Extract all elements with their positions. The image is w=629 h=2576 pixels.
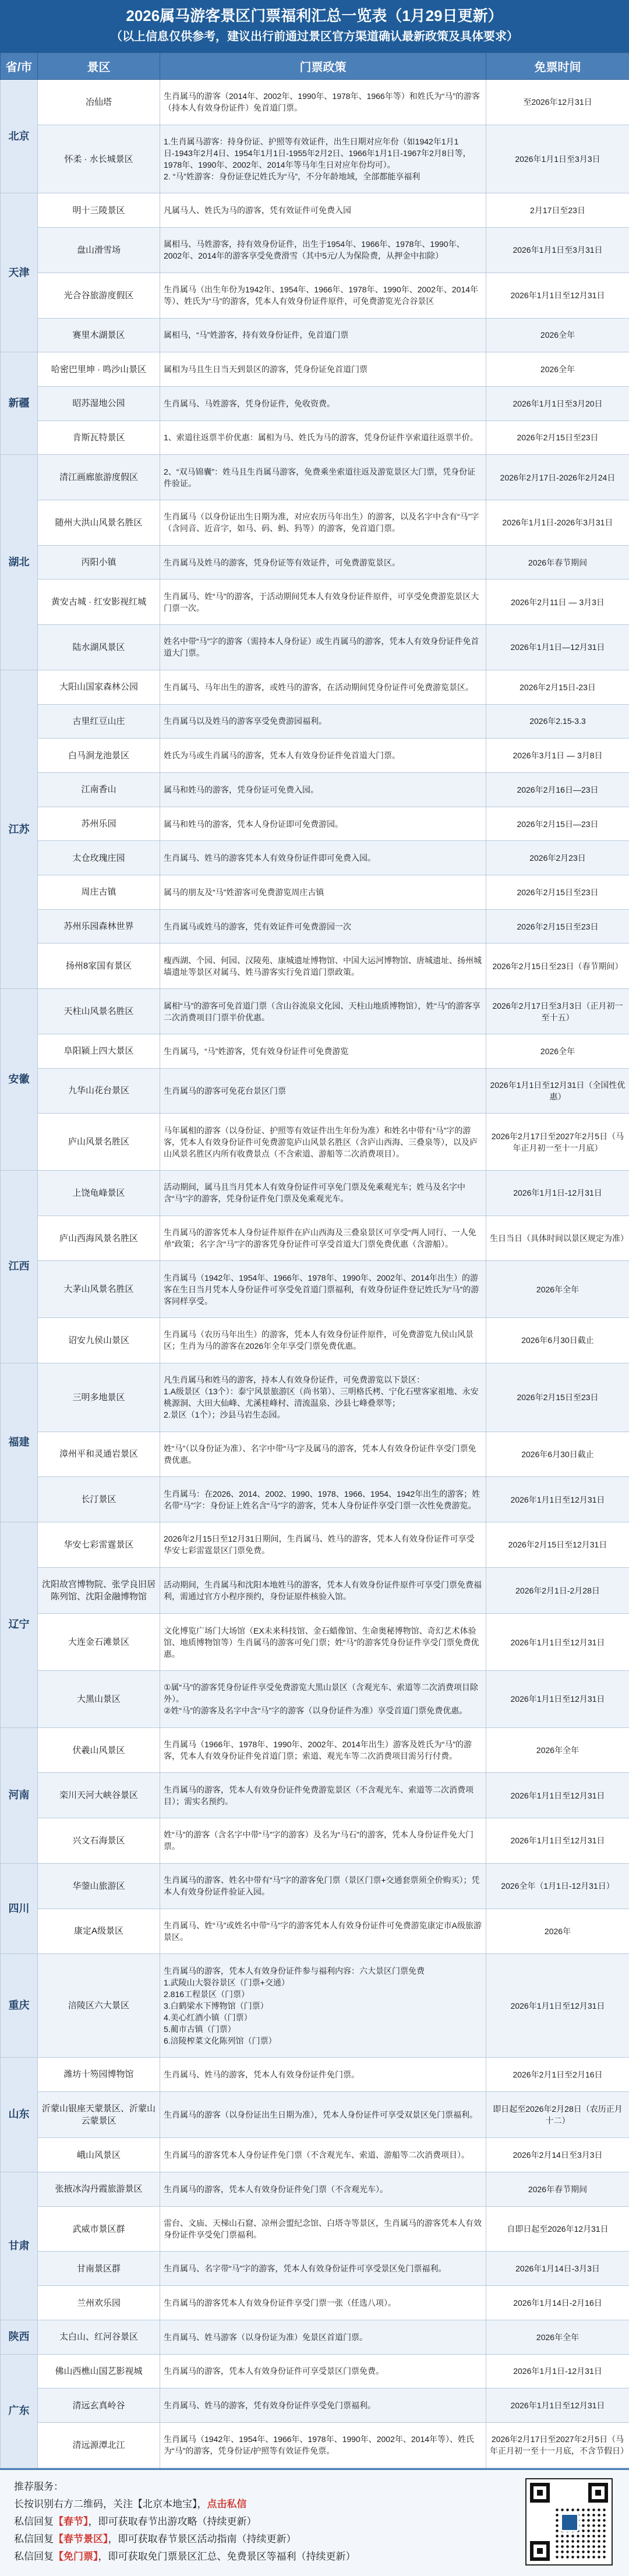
province-cell: 辽宁: [1, 1522, 38, 1727]
ticket-policy-cell: 属马和姓马的游客，凭身份证可免费入园。: [160, 772, 486, 807]
ticket-policy-cell: 生肖属马的游客，凭本人有效身份证件可享受景区门票免费。: [160, 2354, 486, 2388]
ticket-policy-cell: 生肖属马的游客凭本人身份证件免门票（不含观光车、索道、游船等二次消费项目）。: [160, 2138, 486, 2172]
province-cell: 安徽: [1, 989, 38, 1171]
footer-text-span: ，即可获取免门票景区汇总、免费景区等福利（持续更新）: [98, 2551, 356, 2562]
ticket-policy-cell: 生肖属马（1942年、1954年、1966年、1978年、1990年、2002年、2014年出生）的游客在生日当月凭本人身份证件可享受免首道门票福利，有效身份证件登记姓氏为“马”的游客同样享受。: [160, 1261, 486, 1318]
table-row: [1, 1773, 629, 1818]
scenic-name-cell: 大阳山国家森林公园: [38, 670, 160, 704]
scenic-name-cell: 沂蒙山银座天蒙景区、沂蒙山云蒙景区: [38, 2091, 160, 2138]
table-row: [1, 228, 629, 273]
ticket-policy-cell: ①属“马”的游客凭身份证件享受免费游览大黑山景区（含观光车、索道等二次消费项目除外）。 ②姓“马”的游客及名字中含“马”字的游客（以身份证件为准）享受首道门票免费优惠。: [160, 1671, 486, 1728]
province-cell: 河南: [1, 1727, 38, 1863]
ticket-policy-cell: 瘦西湖、个园、何园、汉陵苑、康城遗址博物馆、中国大运河博物馆、唐城遗址、扬州城墙遗址等景区对属马、姓马游客实行免首道门票政策。: [160, 944, 486, 989]
footer-text-span: ，即可获取春节出游攻略（持续更新）: [88, 2516, 257, 2527]
free-time-cell: 自即日起至2026年12月31日: [486, 2206, 629, 2252]
footer-line: [14, 2531, 492, 2548]
qr-finder-mark: [530, 2541, 550, 2561]
scenic-fee-table: [0, 52, 629, 2468]
province-cell: 四川: [1, 1863, 38, 1953]
table-row: [1, 2252, 629, 2286]
ticket-policy-cell: 2、“双马锦囊”：姓马且生肖属马游客，免费乘坐索道往返及游览景区大门票，凭身份证件验证。: [160, 455, 486, 500]
scenic-name-cell: 峨山风景区: [38, 2138, 160, 2172]
ticket-policy-cell: 凡生肖属马和姓马的游客，持本人有效身份证件，可免费游览以下景区： 1.A级景区（13个）：泰宁风景旅游区（尚书第）、三明格氏栲、宁化石壁客家祖地、永安桃源洞、大田大仙峰、尤溪桂峰村、清流温泉、沙县七峰叠翠等； 2.景区（1个）；沙县马岩生态园。: [160, 1363, 486, 1432]
free-time-cell: 2026年1月1日至12月31日: [486, 1614, 629, 1671]
table-row: [1, 1671, 629, 1728]
free-time-cell: 2026年1月1日-12月31日: [486, 1170, 629, 1215]
table-row: [1, 2138, 629, 2172]
table-row: [1, 1954, 629, 2058]
ticket-policy-cell: 生肖属马以及姓马的游客享受免费游园福利。: [160, 704, 486, 738]
province-cell: 天津: [1, 193, 38, 352]
column-header-province: 省/市: [1, 53, 38, 80]
scenic-name-cell: 漳州平和灵通岩景区: [38, 1432, 160, 1477]
table-row: [1, 455, 629, 500]
table-row: [1, 2057, 629, 2091]
free-time-cell: 2026年1月1日至12月31日: [486, 1773, 629, 1818]
table-row: [1, 545, 629, 579]
free-time-cell: 2026年2月15日至23日: [486, 875, 629, 910]
scenic-name-cell: 华蓥山旅游区: [38, 1863, 160, 1909]
free-time-cell: 2026年1月1日-12月31日: [486, 2354, 629, 2388]
free-time-cell: 2026年2月16日—23日: [486, 772, 629, 807]
scenic-name-cell: 伏羲山风景区: [38, 1727, 160, 1773]
scenic-name-cell: 太白山、红河谷景区: [38, 2320, 160, 2354]
table-row: [1, 670, 629, 704]
ticket-policy-cell: 生肖属马及姓马的游客，凭身份证等有效证件，可免费游览景区。: [160, 545, 486, 579]
scenic-name-cell: 涪陵区六大景区: [38, 1954, 160, 2058]
free-time-cell: 2026年1月1日至3月31日: [486, 228, 629, 273]
ticket-policy-cell: 生肖属马、马年出生的游客，或姓马的游客，在活动期间凭身份证件可免费游览景区。: [160, 670, 486, 704]
free-time-cell: 即日起至2026年2月28日（农历正月十二）: [486, 2091, 629, 2138]
province-cell: 北京: [1, 80, 38, 193]
scenic-name-cell: 庐山西海风景名胜区: [38, 1215, 160, 1261]
scenic-name-cell: 清江画廊旅游度假区: [38, 455, 160, 500]
scenic-name-cell: 上饶龟峰景区: [38, 1170, 160, 1215]
ticket-policy-cell: 生肖属马的游客、姓名中带有“马”字的游客免门票（景区门票+交通套票须全价购买）；凭本人有效身份证件验证入园。: [160, 1863, 486, 1909]
table-row: [1, 2286, 629, 2320]
scenic-name-cell: 大黑山景区: [38, 1671, 160, 1728]
ticket-policy-cell: 生肖属马：在2026、2014、2002、1990、1978、1966、1954、1942年出生的游客；姓名带“马”字：身份证上姓名含“马”字的游客，凭本人身份证件享受门票一次性免费游览。: [160, 1477, 486, 1522]
scenic-name-cell: 哈密巴里坤 · 鸣沙山景区: [38, 352, 160, 387]
free-time-cell: 2026年1月1日至12月31日: [486, 1477, 629, 1522]
free-time-cell: 2026年1月1日至12月31日: [486, 273, 629, 318]
scenic-name-cell: 随州大洪山风景名胜区: [38, 500, 160, 546]
table-row: [1, 1114, 629, 1171]
footer-text-span: 私信回复: [14, 2516, 54, 2527]
free-time-cell: 2026年1月1日至12月31日: [486, 1671, 629, 1728]
table-row: [1, 193, 629, 228]
free-time-cell: 2026年6月30日截止: [486, 1432, 629, 1477]
scenic-name-cell: 兰州欢乐园: [38, 2286, 160, 2320]
free-time-cell: 2026年全年: [486, 1261, 629, 1318]
table-row: [1, 1909, 629, 1954]
province-cell: 甘肃: [1, 2172, 38, 2320]
page-header: [0, 0, 629, 52]
footer-line: [14, 2478, 492, 2496]
ticket-policy-cell: 生肖属马（以身份证出生日期为准，对应农历马年出生）的游客，以及名字中含有“马”字（含同音、近音字，如马、码、蚂、犸等）的游客，免首道门票。: [160, 500, 486, 546]
column-header-scenic: 景区: [38, 53, 160, 80]
free-time-cell: 2026年春节期间: [486, 2172, 629, 2207]
province-cell: 新疆: [1, 352, 38, 455]
table-row: [1, 500, 629, 546]
keyword-mianmenpiao: 【免门票】: [54, 2551, 98, 2562]
table-row: [1, 1863, 629, 1909]
qr-code-icon[interactable]: [525, 2478, 613, 2566]
table-row: [1, 1567, 629, 1614]
scenic-name-cell: 周庄古镇: [38, 875, 160, 910]
table-row: [1, 1170, 629, 1215]
scenic-name-cell: 赛里木湖景区: [38, 318, 160, 352]
scenic-name-cell: 丙阳小镇: [38, 545, 160, 579]
ticket-policy-cell: 生肖属马的游客，凭本人有效身份证件免费游览景区（不含观光车、索道等二次消费项目）；需实名预约。: [160, 1773, 486, 1818]
table-row: [1, 841, 629, 875]
ticket-policy-cell: 生肖属马的游客凭本人有效身份证件享受门票一张（任选八项）。: [160, 2286, 486, 2320]
free-time-cell: 2026年2月23日: [486, 841, 629, 875]
qr-logo-icon: [560, 2513, 579, 2532]
footer-line: [14, 2548, 492, 2566]
column-header-policy: 门票政策: [160, 53, 486, 80]
table-row: [1, 625, 629, 670]
ticket-policy-cell: 生肖属马的游客可免花台景区门票: [160, 1068, 486, 1114]
ticket-policy-cell: 生肖属马（出生年份为1942年、1954年、1966年、1978年、1990年、2002年、2014年等）、姓氏为“马”的游客，凭本人有效身份证件原件，可免费游览光合谷景区: [160, 273, 486, 318]
scenic-name-cell: 明十三陵景区: [38, 193, 160, 228]
province-cell: 江苏: [1, 670, 38, 988]
ticket-policy-cell: 凡属马人、姓氏为马的游客，凭有效证件可免费入园: [160, 193, 486, 228]
scenic-name-cell: 长汀景区: [38, 1477, 160, 1522]
footer-text-span: 长按识别右方二维码，关注【北京本地宝】，: [14, 2499, 207, 2510]
page-title: 2026属马游客景区门票福利汇总一览表（1月29日更新）: [126, 7, 503, 24]
ticket-policy-cell: 生肖属马、姓“马”或姓名中带“马”字的游客凭本人有效身份证件可免费游览康定市A级旅游景区。: [160, 1909, 486, 1954]
table-row: [1, 2354, 629, 2388]
footer-heading: 推荐服务：: [14, 2481, 63, 2492]
ticket-policy-cell: 属相为马且生日当天到景区的游客，凭身份证免首道门票: [160, 352, 486, 387]
ticket-policy-cell: 属相马、马姓游客，持有效身份证件，出生于1954年、1966年、1978年、1990年、2002年、2014年的游客享受免费滑雪（其中5元/人为保险费，从押金中扣除）: [160, 228, 486, 273]
keyword-chunjie: 【春节】: [54, 2516, 89, 2527]
table-row: [1, 2206, 629, 2252]
free-time-cell: 2026全年: [486, 1034, 629, 1068]
province-cell: 福建: [1, 1363, 38, 1522]
free-time-cell: 2026年2月15日至23日: [486, 1363, 629, 1432]
free-time-cell: 2026年1月1日-2026年3月31日: [486, 500, 629, 546]
scenic-name-cell: 怀柔 · 水长城景区: [38, 125, 160, 193]
scenic-name-cell: 栾川天河大峡谷景区: [38, 1773, 160, 1818]
free-time-cell: 2026年1月1日至12月31日: [486, 2388, 629, 2423]
free-time-cell: 2026年2月15日-23日: [486, 670, 629, 704]
table-row: [1, 273, 629, 318]
table-row: [1, 2172, 629, 2207]
scenic-name-cell: 白马涧龙池景区: [38, 738, 160, 773]
free-time-cell: 2026年2月11日 — 3月3日: [486, 579, 629, 625]
free-time-cell: 2026年全年: [486, 1727, 629, 1773]
table-row: [1, 1261, 629, 1318]
table-row: [1, 909, 629, 944]
ticket-policy-cell: 属马的朋友及“马”姓游客可免费游览周庄古镇: [160, 875, 486, 910]
ticket-policy-cell: 生肖属马、姓马的游客，凭有效身份证件享受免门票福利。: [160, 2388, 486, 2423]
free-time-cell: 2026年3月1日 — 3月8日: [486, 738, 629, 773]
scenic-name-cell: 冶仙塔: [38, 80, 160, 125]
ticket-policy-cell: 生肖属马、姓“马”的游客，于活动期间凭本人有效身份证件原件，可享受免费游览景区大门票一次。: [160, 579, 486, 625]
free-time-cell: 2026年1月1日—12月31日: [486, 625, 629, 670]
table-row: [1, 989, 629, 1034]
scenic-name-cell: 九华山花台景区: [38, 1068, 160, 1114]
ticket-policy-cell: 姓“马”的游客（含名字中带“马”字的游客）及名为“马石”的游客，凭本人身份证件免大门票。: [160, 1818, 486, 1864]
table-row: [1, 1522, 629, 1567]
free-time-cell: 2026年2月17日-2026年2月24日: [486, 455, 629, 500]
scenic-name-cell: 甘南景区群: [38, 2252, 160, 2286]
ticket-policy-cell: 生肖属马的游客，凭本人有效身份证件免门票（不含观光车）。: [160, 2172, 486, 2207]
footer-text-span: 私信回复: [14, 2551, 54, 2562]
scenic-name-cell: 大茅山风景名胜区: [38, 1261, 160, 1318]
scenic-name-cell: 古里红豆山庄: [38, 704, 160, 738]
province-cell: 江西: [1, 1170, 38, 1363]
scenic-name-cell: 诏安九侯山景区: [38, 1318, 160, 1363]
ticket-policy-cell: 2026年2月15日至12月31日期间，生肖属马、姓马的游客，凭本人有效身份证件可享受华安七彩雷霆景区门票免费。: [160, 1522, 486, 1567]
ticket-policy-cell: 属马和姓马的游客，凭本人身份证即可免费游园。: [160, 807, 486, 841]
free-time-cell: 2026年: [486, 1909, 629, 1954]
ticket-policy-cell: 姓“马”（以身份证为准）、名字中带“马”字及属马的游客，凭本人有效身份证件享受门票免费优惠。: [160, 1432, 486, 1477]
free-time-cell: 生日当日（具体时间以景区规定为准）: [486, 1215, 629, 1261]
ticket-policy-cell: 姓氏为马或生肖属马的游客，凭本人有效身份证件免首道大门票。: [160, 738, 486, 773]
free-time-cell: 2026年2月17日至2027年2月5日（马年正月初一至十一月底）: [486, 1114, 629, 1171]
scenic-name-cell: 清远玄真岭谷: [38, 2388, 160, 2423]
scenic-name-cell: 肯斯瓦特景区: [38, 421, 160, 455]
province-cell: 广东: [1, 2354, 38, 2468]
table-row: [1, 807, 629, 841]
ticket-policy-cell: 生肖属马、马姓游客，凭身份证件，免收资费。: [160, 386, 486, 421]
table-row: [1, 2422, 629, 2468]
footer-line: [14, 2496, 492, 2513]
table-row: [1, 386, 629, 421]
free-time-cell: 2026年6月30日截止: [486, 1318, 629, 1363]
scenic-name-cell: 太仓玫瑰庄园: [38, 841, 160, 875]
table-row: [1, 318, 629, 352]
scenic-name-cell: 武威市景区群: [38, 2206, 160, 2252]
table-row: [1, 421, 629, 455]
ticket-policy-cell: 生肖属马、姓马的游客，凭本人有效身份证件免门票。: [160, 2057, 486, 2091]
free-time-cell: 2026年1月14日-3月3日: [486, 2252, 629, 2286]
table-row: [1, 772, 629, 807]
scenic-name-cell: 清远源潭北江: [38, 2422, 160, 2468]
scenic-name-cell: 黄安古城 · 红安影视红城: [38, 579, 160, 625]
province-cell: 陕西: [1, 2320, 38, 2354]
table-row: [1, 579, 629, 625]
free-time-cell: 2026年2月14日至3月3日: [486, 2138, 629, 2172]
table-row: [1, 704, 629, 738]
keyword-chunjie-jingqu: 【春节景区】: [54, 2533, 108, 2545]
table-row: [1, 1363, 629, 1432]
free-time-cell: 2026年2月15日至23日: [486, 421, 629, 455]
scenic-name-cell: 天柱山风景名胜区: [38, 989, 160, 1034]
province-cell: 湖北: [1, 455, 38, 670]
private-message-link[interactable]: 点击私信: [207, 2499, 247, 2510]
free-time-cell: 2026全年（1月1日-12月31日）: [486, 1863, 629, 1909]
column-header-free-time: 免票时间: [486, 53, 629, 80]
ticket-policy-cell: 生肖属马的游客（2014年、2002年、1990年、1978年、1966年等）和姓氏为“马”的游客（持本人有效身份证件）免首道门票。: [160, 80, 486, 125]
ticket-policy-cell: 马年属相的游客（以身份证、护照等有效证件出生年份为准）和姓名中带有“马”字的游客，凭本人有效身份证件可免费游览庐山风景名胜区（含庐山西海、三叠泉等），以及庐山风景名胜区内所有收费景点（不含索道、游船等二次消费项目）。: [160, 1114, 486, 1171]
free-time-cell: 2026年1月14日-2月16日: [486, 2286, 629, 2320]
free-time-cell: 2026全年: [486, 352, 629, 387]
scenic-name-cell: 庐山风景名胜区: [38, 1114, 160, 1171]
scenic-name-cell: 苏州乐园森林世界: [38, 909, 160, 944]
free-time-cell: 2026年2月15日至23日（春节期间）: [486, 944, 629, 989]
ticket-policy-cell: 活动期间，生肖属马和沈阳本地姓马的游客，凭本人有效身份证件原件可享受门票免费福利，需通过官方小程序预约，身份证原件核验入馆。: [160, 1567, 486, 1614]
ticket-policy-cell: 生肖属马，“马”姓游客，凭有效身份证件可免费游览: [160, 1034, 486, 1068]
scenic-name-cell: 华安七彩雷霆景区: [38, 1522, 160, 1567]
table-row: [1, 1034, 629, 1068]
ticket-policy-cell: 1、索道往返票半价优惠：属相为马、姓氏为马的游客，凭身份证件享索道往返票半价。: [160, 421, 486, 455]
ticket-policy-cell: 姓名中带“马”字的游客（需持本人身份证）或生肖属马的游客，凭本人有效身份证件免首道大门票。: [160, 625, 486, 670]
table-row: [1, 1477, 629, 1522]
page-subtitle: （以上信息仅供参考，建议出行前通过景区官方渠道确认最新政策及具体要求）: [111, 30, 518, 43]
scenic-name-cell: 潍坊十笏园博物馆: [38, 2057, 160, 2091]
table-row: [1, 1818, 629, 1864]
scenic-name-cell: 沈阳故宫博物院、张学良旧居陈列馆、沈阳金融博物馆: [38, 1567, 160, 1614]
ticket-policy-cell: 生肖属马或姓马的游客，凭有效证件可免费游园一次: [160, 909, 486, 944]
free-time-cell: 2026年2月17日至3月3日（正月初一至十五）: [486, 989, 629, 1034]
free-time-cell: 2026年春节期间: [486, 545, 629, 579]
footer-promo: [0, 2468, 629, 2576]
table-row: [1, 738, 629, 773]
ticket-policy-cell: 生肖属马（农历马年出生）的游客，凭本人有效身份证件原件，可免费游览九侯山风景区；生肖为马的游客在2026年全年享受门票免费优惠。: [160, 1318, 486, 1363]
free-time-cell: 2026年1月1日至12月31日: [486, 1954, 629, 2058]
table-row: [1, 2320, 629, 2354]
table-body: [1, 80, 629, 2468]
free-time-cell: 2026年2月1日至2月16日: [486, 2057, 629, 2091]
free-time-cell: 2026年1月1日至3月20日: [486, 386, 629, 421]
table-row: [1, 1215, 629, 1261]
free-time-cell: 2026年2月17日至2027年2月5日（马年正月初一至十一月底，不含节假日）: [486, 2422, 629, 2468]
ticket-policy-cell: 生肖属马、姓马的游客凭本人有效身份证件即可免费入园。: [160, 841, 486, 875]
ticket-policy-cell: 雷台、文庙、天梯山石窟、凉州会盟纪念馆、白塔寺等景区，生肖属马的游客凭本人有效身份证件享受免门票福利。: [160, 2206, 486, 2252]
free-time-cell: 2026年2月1日-2月28日: [486, 1567, 629, 1614]
table-row: [1, 2388, 629, 2423]
free-time-cell: 2026年2.15-3.3: [486, 704, 629, 738]
table-row: [1, 1614, 629, 1671]
ticket-policy-cell: 生肖属马的游客凭本人身份证件原件在庐山西海及三叠泉景区可享受“两人同行、一人免单”政策；名字含“马”字的游客凭身份证件可享受首道大门票免费优惠（含游船）。: [160, 1215, 486, 1261]
free-time-cell: 2026年全年: [486, 2320, 629, 2354]
table-header-row: [1, 53, 629, 80]
free-time-cell: 至2026年12月31日: [486, 80, 629, 125]
province-cell: 山东: [1, 2057, 38, 2172]
footer-line: [14, 2513, 492, 2531]
free-time-cell: 2026年1月1日至12月31日: [486, 1818, 629, 1864]
table-row: [1, 1727, 629, 1773]
ticket-policy-cell: 生肖属马、名字带“马”字的游客，凭本人有效身份证件可享受景区免门票福利。: [160, 2252, 486, 2286]
scenic-name-cell: 康定A级景区: [38, 1909, 160, 1954]
table-row: [1, 875, 629, 910]
table-row: [1, 352, 629, 387]
free-time-cell: 2026年2月15日至23日: [486, 909, 629, 944]
scenic-name-cell: 光合谷旅游度假区: [38, 273, 160, 318]
scenic-name-cell: 佛山西樵山国艺影视城: [38, 2354, 160, 2388]
scenic-name-cell: 阜阳颍上四大景区: [38, 1034, 160, 1068]
table-row: [1, 1318, 629, 1363]
free-time-cell: 2026年1月1日至3月3日: [486, 125, 629, 193]
scenic-name-cell: 大连金石滩景区: [38, 1614, 160, 1671]
ticket-policy-cell: 生肖属马（1942年、1954年、1966年、1978年、1990年、2002年、2014年等）、姓氏为“马”的游客，凭身份证/护照等有效证件免票。: [160, 2422, 486, 2468]
scenic-name-cell: 三明多地景区: [38, 1363, 160, 1432]
footer-text-span: 私信回复: [14, 2533, 54, 2545]
scenic-name-cell: 江南香山: [38, 772, 160, 807]
free-time-cell: 2026年2月15日至12月31日: [486, 1522, 629, 1567]
scenic-name-cell: 苏州乐园: [38, 807, 160, 841]
table-row: [1, 1432, 629, 1477]
province-cell: 重庆: [1, 1954, 38, 2058]
ticket-policy-cell: 生肖属马（1966年、1978年、1990年、2002年、2014年出生）游客及姓氏为“马”的游客，凭本人有效身份证件免首道门票；索道、观光车等二次消费项目需另行付费。: [160, 1727, 486, 1773]
ticket-policy-cell: 属相马，“马”姓游客，持有效身份证件，免首道门票: [160, 318, 486, 352]
ticket-policy-cell: 1.生肖属马游客：持身份证、护照等有效证件，出生日期对应年份（如1942年1月1日-1943年2月4日、1954年1月1日-1955年2月2日、1966年1月1日-1967年2月8日等，1978年、1990年、2002年、2014年等马年生日对应年份均可）。 2. “马”姓游客：身份证登记姓氏为“马”，不分年龄地域，全部都能享福利: [160, 125, 486, 193]
ticket-policy-cell: 文化博览广场门大场馆（EX未来科技馆、金石蜡像馆、生命奥秘博物馆、奇幻艺术体验馆、地质博物馆等）生肖属马的游客可免门票；姓“马”的游客凭身份证件享受门票免费优惠。: [160, 1614, 486, 1671]
qr-finder-mark: [530, 2483, 550, 2503]
scenic-name-cell: 张掖冰沟丹霞旅游景区: [38, 2172, 160, 2207]
scenic-name-cell: 盘山滑雪场: [38, 228, 160, 273]
scenic-name-cell: 陆水湖风景区: [38, 625, 160, 670]
ticket-policy-cell: 生肖属马、姓马游客（以身份证为准）免景区首道门票。: [160, 2320, 486, 2354]
free-time-cell: 2026年1月1日至12月31日（全国性优惠）: [486, 1068, 629, 1114]
scenic-name-cell: 昭苏湿地公园: [38, 386, 160, 421]
table-row: [1, 1068, 629, 1114]
ticket-policy-cell: 活动期间，属马且当月凭本人有效身份证件可享免门票及免乘观光车；姓马及名字中含“马”字的游客，凭身份证件免门票及免乘观光车。: [160, 1170, 486, 1215]
footer-text-span: ，即可获取春节景区活动指南（持续更新）: [108, 2533, 296, 2545]
ticket-policy-cell: 生肖属马的游客（以身份证出生日期为准），凭本人身份证件可享受双景区免门票福利。: [160, 2091, 486, 2138]
scenic-name-cell: 兴文石海景区: [38, 1818, 160, 1864]
table-row: [1, 125, 629, 193]
scenic-name-cell: 扬州8家国有景区: [38, 944, 160, 989]
table-row: [1, 80, 629, 125]
table-row: [1, 944, 629, 989]
qr-finder-mark: [588, 2483, 608, 2503]
ticket-policy-cell: 属相“马”的游客可免首道门票（含山谷流泉文化园、天柱山地质博物馆），姓“马”的游客享二次消费项目门票半价优惠。: [160, 989, 486, 1034]
ticket-policy-cell: 生肖属马的游客，凭本人有效身份证件参与福利内容：六大景区门票免费 1.武陵山大裂谷景区（门票+交通） 2.816工程景区（门票） 3.白鹤梁水下博物馆（门票） 4.美心红酒小镇（门票） 5.蔺市古镇（门票） 6.涪陵榨菜文化陈列馆（门票）: [160, 1954, 486, 2058]
free-time-cell: 2026全年: [486, 318, 629, 352]
table-row: [1, 2091, 629, 2138]
free-time-cell: 2月17日至23日: [486, 193, 629, 228]
footer-text: [14, 2478, 492, 2566]
free-time-cell: 2026年2月15日—23日: [486, 807, 629, 841]
